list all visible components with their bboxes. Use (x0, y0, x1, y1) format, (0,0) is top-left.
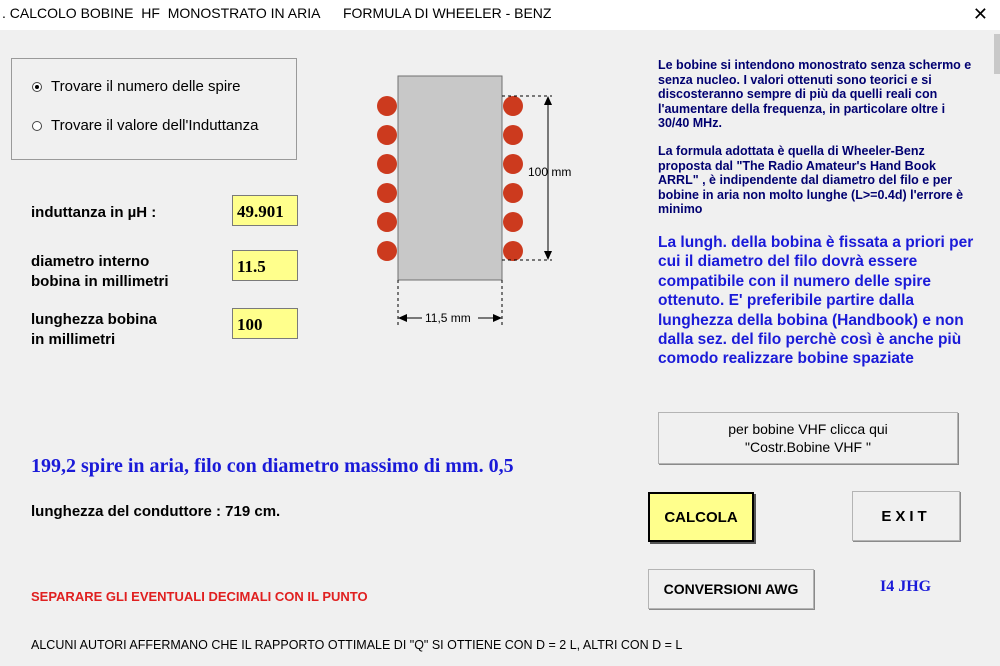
result-text: 199,2 spire in aria, filo con diametro massimo di mm. 0,5 (31, 455, 514, 477)
coil-turn-right-4 (503, 183, 523, 203)
info-note-3: La lungh. della bobina è fissata a priori per cui il diametro del filo dovrà essere compatibile con il numero delle spire ottenuto. E' preferibile partire dalla lunghezza della bobina (Handbook) e non dalla sez. del filo perchè così è anche più comodo realizzare bobine spaziate (658, 234, 974, 368)
coil-diagram (370, 70, 580, 330)
height-arrow-top (544, 96, 552, 105)
window-frame-edge (994, 34, 1000, 74)
info-note-2: La formula adottata è quella di Wheeler-Benz proposta dal "The Radio Amateur's Hand Book ARRL" , è indipendente dal diametro del filo e per bobine in aria non molto lunghe (L>=0.4d) l'errore è minimo (658, 144, 964, 217)
diameter-label (31, 252, 169, 292)
vhf-button-line1: per bobine VHF clicca qui (728, 421, 888, 437)
coil-turns-right (503, 96, 523, 261)
length-label-line2: in millimetri (31, 331, 116, 348)
coil-turn-left-1 (377, 96, 397, 116)
coil-body (398, 76, 502, 280)
decimal-warning: SEPARARE GLI EVENTUALI DECIMALI CON IL PUNTO (31, 589, 368, 604)
radio-find-turns[interactable] (32, 78, 241, 95)
mode-radio-group (11, 58, 297, 160)
height-arrow-bottom (544, 251, 552, 260)
width-dimension-label: 11,5 mm (425, 311, 471, 325)
coil-turn-right-3 (503, 154, 523, 174)
length-label (31, 310, 157, 350)
vhf-button-line2: "Costr.Bobine VHF " (745, 439, 871, 455)
radio-unselected-icon[interactable] (32, 121, 42, 131)
radio-label: Trovare il numero delle spire (51, 78, 241, 95)
coil-turns-left (377, 96, 397, 261)
vhf-coils-button[interactable] (658, 412, 958, 464)
diameter-input[interactable] (232, 250, 298, 281)
coil-turn-right-2 (503, 125, 523, 145)
window-title: . CALCOLO BOBINE HF MONOSTRATO IN ARIA FORMULA DI WHEELER - BENZ (2, 5, 552, 21)
diameter-label-line2: bobina in millimetri (31, 273, 169, 290)
coil-turn-left-5 (377, 212, 397, 232)
exit-button[interactable]: EXIT (852, 491, 960, 541)
length-input[interactable] (232, 308, 298, 339)
inductance-label: induttanza in µH : (31, 204, 157, 221)
length-label-line1: lunghezza bobina (31, 311, 157, 328)
info-note-1: Le bobine si intendono monostrato senza schermo e senza nucleo. I valori ottenuti sono teorici e si discosteranno sempre di più da quelli reali con l'aumentare della frequenza, in particolare oltre i 30/40 MHz. (658, 58, 972, 131)
radio-label: Trovare il valore dell'Induttanza (51, 117, 259, 134)
coil-turn-right-6 (503, 241, 523, 261)
coil-turn-left-4 (377, 183, 397, 203)
coil-turn-right-1 (503, 96, 523, 116)
coil-turn-right-5 (503, 212, 523, 232)
footer-note: ALCUNI AUTORI AFFERMANO CHE IL RAPPORTO OTTIMALE DI "Q" SI OTTIENE CON D = 2 L, ALTRI CON D = L (31, 638, 683, 652)
height-dimension-label: 100 mm (528, 165, 572, 179)
radio-find-inductance[interactable] (32, 117, 258, 134)
coil-turn-left-6 (377, 241, 397, 261)
radio-selected-icon[interactable] (32, 82, 42, 92)
coil-turn-left-3 (377, 154, 397, 174)
awg-conversion-button[interactable]: CONVERSIONI AWG (648, 569, 814, 609)
width-arrow-left (398, 314, 407, 322)
title-bar (0, 0, 1000, 30)
inductance-input[interactable] (232, 195, 298, 226)
calcola-button[interactable]: CALCOLA (648, 492, 754, 542)
width-arrow-right (493, 314, 502, 322)
coil-turn-left-2 (377, 125, 397, 145)
author-callsign: I4 JHG (880, 578, 932, 595)
conductor-length-text: lunghezza del conduttore : 719 cm. (31, 503, 281, 520)
diameter-label-line1: diametro interno (31, 253, 150, 270)
close-icon[interactable]: ✕ (972, 4, 988, 24)
